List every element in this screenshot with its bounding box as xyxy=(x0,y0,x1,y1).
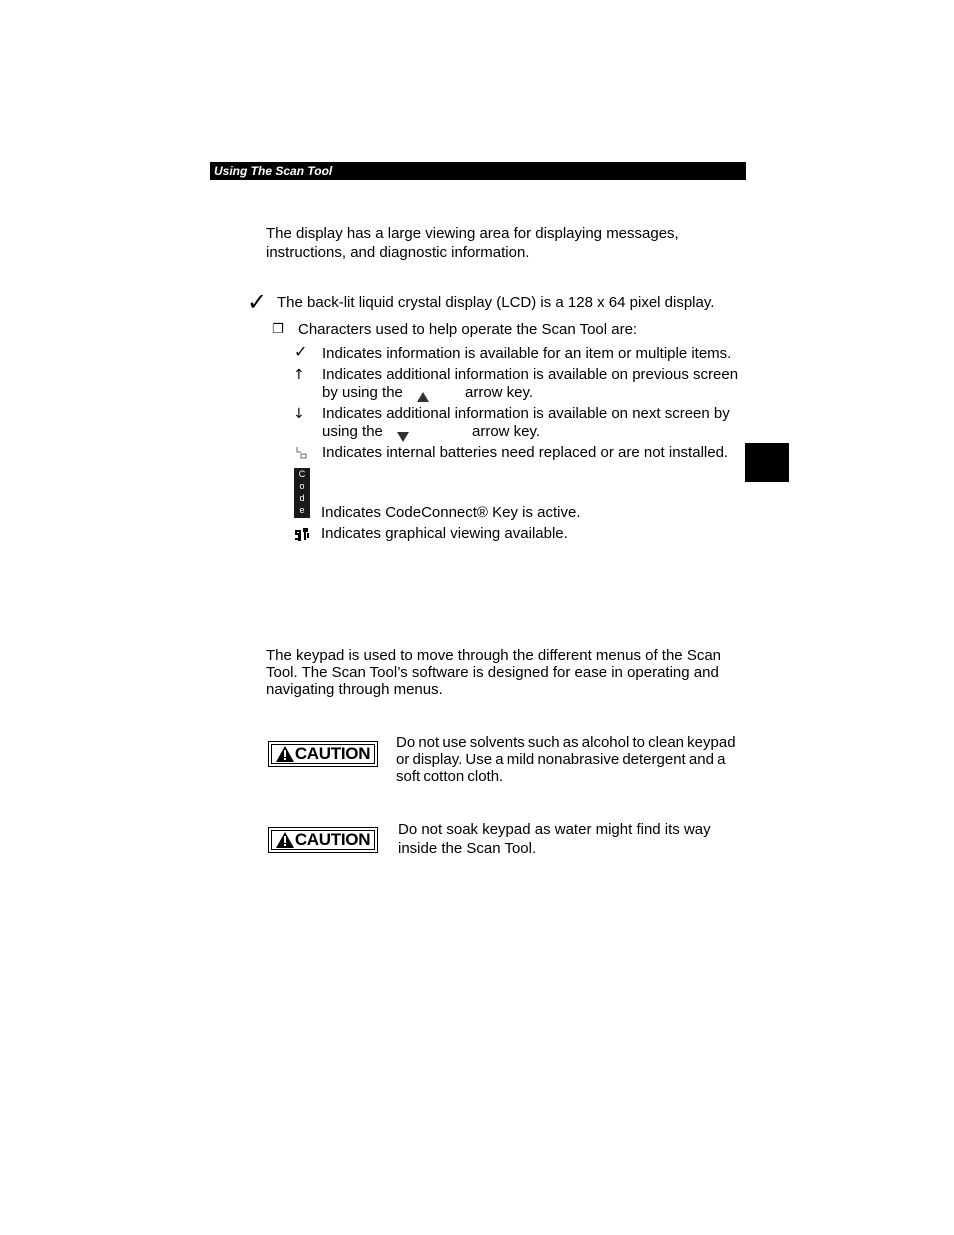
keypad-line: navigating through menus. xyxy=(266,681,443,698)
caution-line: inside the Scan Tool. xyxy=(398,840,537,857)
keypad-paragraph xyxy=(266,647,721,698)
down-item-text-a: using the xyxy=(322,423,383,440)
battery-icon xyxy=(296,446,308,460)
caution-line: or display. Use a mild nonabrasive detergent and a xyxy=(396,751,726,768)
up-item-text-b: arrow key. xyxy=(465,384,534,401)
graph-icon xyxy=(294,527,310,543)
caution-label-text: CAUTION xyxy=(294,744,371,763)
check-mark-icon: ✓ xyxy=(294,342,308,361)
character-item-graph: Indicates graphical viewing available. xyxy=(321,525,568,542)
caution-text xyxy=(398,820,711,858)
section-header-bar xyxy=(210,162,746,180)
caution-label-inner xyxy=(271,744,375,764)
caution-text xyxy=(396,734,736,785)
section-header-title: Using The Scan Tool xyxy=(214,164,333,178)
code-icon xyxy=(294,468,310,518)
code-icon-letter: d xyxy=(299,493,305,503)
up-item-text-a: by using the xyxy=(322,384,403,401)
chapter-thumb-tab xyxy=(745,443,789,482)
character-item-check: Indicates information is available for an item or multiple items. xyxy=(322,345,732,362)
character-item-down: Indicates additional information is available on next screen by xyxy=(322,405,730,422)
display-intro-paragraph xyxy=(266,224,679,262)
down-item-text-b: arrow key. xyxy=(472,423,541,440)
caution-line: Do not soak keypad as water might find its way xyxy=(398,821,711,838)
warning-triangle-icon xyxy=(276,746,294,762)
lcd-note: The back-lit liquid crystal display (LCD) is a 128 x 64 pixel display. xyxy=(277,294,715,311)
down-arrow-icon: ↓ xyxy=(293,406,305,422)
characters-intro: Characters used to help operate the Scan Tool are: xyxy=(298,321,638,338)
caution-label xyxy=(268,827,378,853)
caution-label xyxy=(268,741,378,767)
keypad-line: The keypad is used to move through the different menus of the Scan xyxy=(266,647,722,664)
caution-line: Do not use solvents such as alcohol to clean keypad xyxy=(396,734,736,751)
code-icon-letter: C xyxy=(298,469,306,479)
caution-line: soft cotton cloth. xyxy=(396,768,504,785)
code-icon-letter: o xyxy=(299,481,305,491)
keypad-line: Tool. The Scan Tool’s software is designed for ease in operating and xyxy=(266,664,719,681)
display-intro-line: The display has a large viewing area for displaying messages, xyxy=(266,225,679,242)
display-intro-line: instructions, and diagnostic information. xyxy=(266,244,530,261)
warning-triangle-icon xyxy=(276,832,294,848)
character-item-battery: Indicates internal batteries need replaced or are not installed. xyxy=(322,444,729,461)
code-icon-letter: e xyxy=(299,505,305,515)
caution-label-inner xyxy=(271,830,375,850)
character-item-code: Indicates CodeConnect® Key is active. xyxy=(321,504,581,521)
up-arrow-key-icon xyxy=(417,389,429,406)
character-item-up-cont xyxy=(322,384,403,402)
caution-label-text: CAUTION xyxy=(294,830,371,849)
note-check-icon: ✓ xyxy=(247,288,268,316)
up-arrow-icon: ↑ xyxy=(293,367,305,383)
bullet-box-icon: ❐ xyxy=(272,322,284,337)
character-item-up: Indicates additional information is available on previous screen xyxy=(322,366,739,383)
